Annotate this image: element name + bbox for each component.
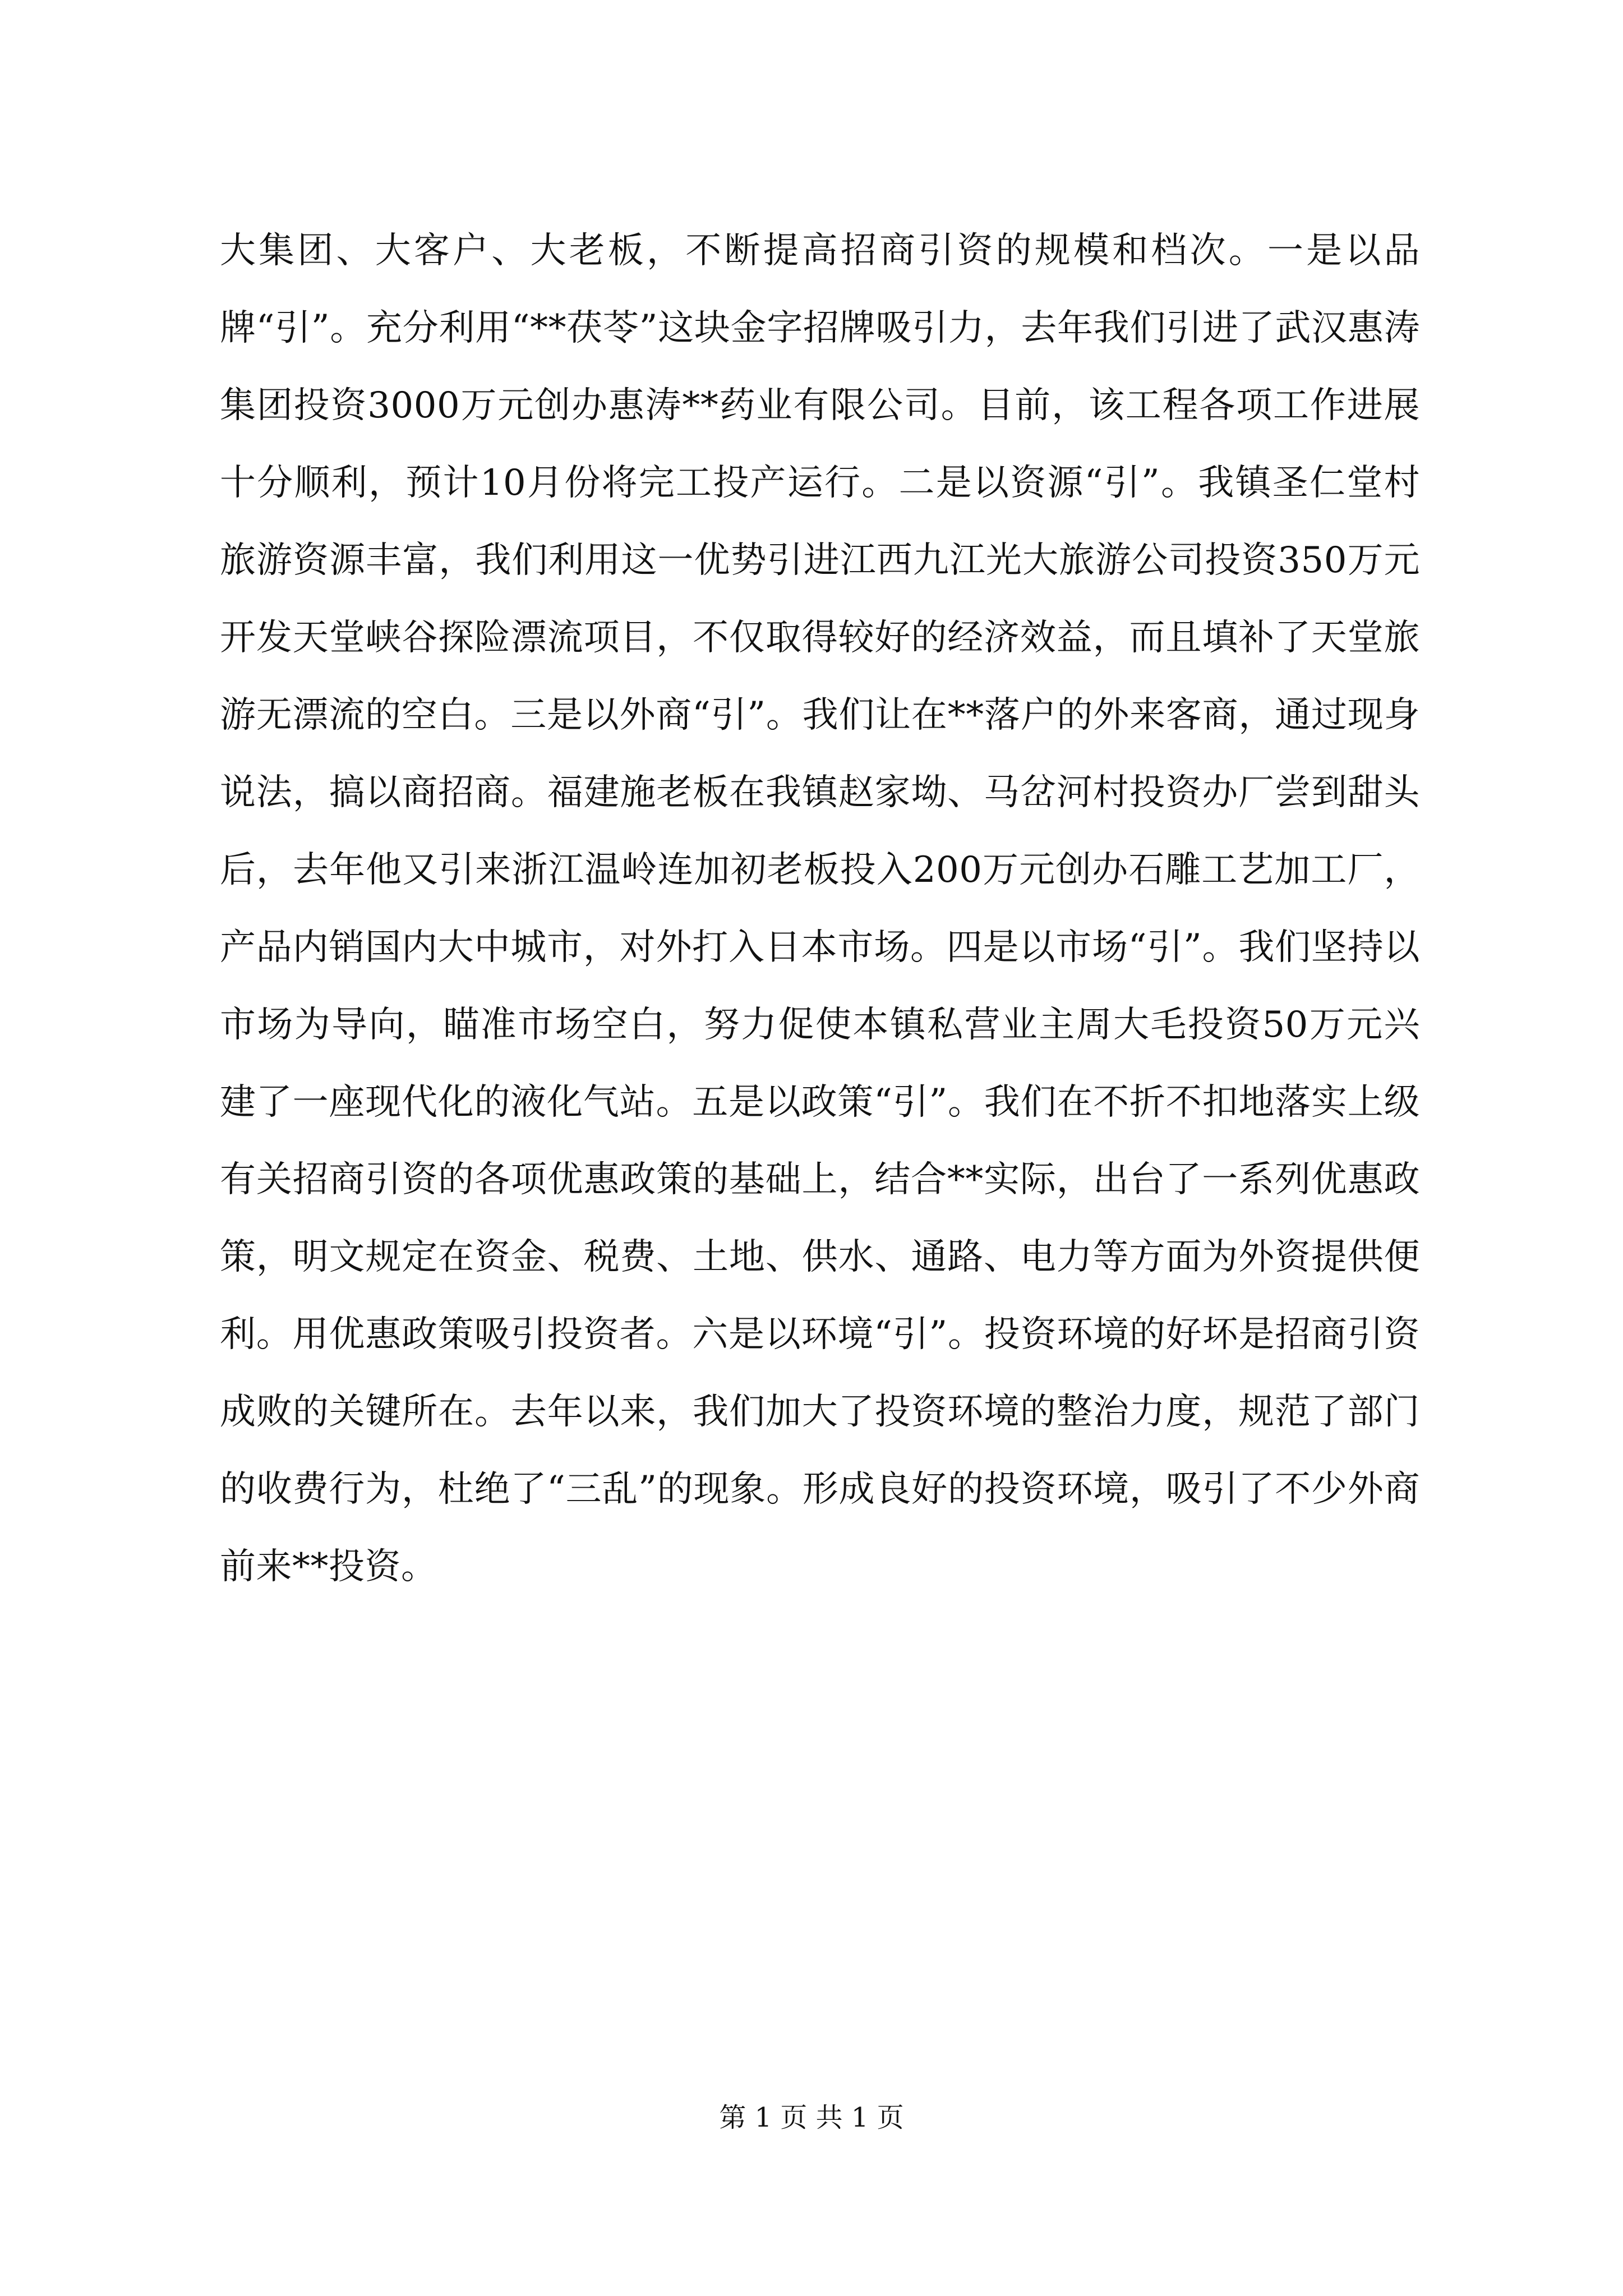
- body-paragraph: 大集团、大客户、大老板，不断提高招商引资的规模和档次。一是以品牌“引”。充分利用“**茯苓”这块金字招牌吸引力，去年我们引进了武汉惠涛集团投资3000万元创办惠涛**药业有限公司。目前，该工程各项工作进展十分顺利，预计10月份将完工投产运行。二是以资源“引”。我镇圣仁堂村旅游资源丰富，我们利用这一优势引进江西九江光大旅游公司投资350万元开发天堂峡谷探险漂流项目，不仅取得较好的经济效益，而且填补了天堂旅游无漂流的空白。三是以外商“引”。我们让在**落户的外来客商，通过现身说法，搞以商招商。福建施老板在我镇赵家坳、马岔河村投资办厂尝到甜头后，去年他又引来浙江温岭连加初老板投入200万元创办石雕工艺加工厂，产品内销国内大中城市，对外打入日本市场。四是以市场“引”。我们坚持以市场为导向，瞄准市场空白，努力促使本镇私营业主周大毛投资50万元兴建了一座现代化的液化气站。五是以政策“引”。我们在不折不扣地落实上级有关招商引资的各项优惠政策的基础上，结合**实际，出台了一系列优惠政策，明文规定在资金、税费、土地、供水、通路、电力等方面为外资提供便利。用优惠政策吸引投资者。六是以环境“引”。投资环境的好坏是招商引资成败的关键所在。去年以来，我们加大了投资环境的整治力度，规范了部门的收费行为，杜绝了“三乱”的现象。形成良好的投资环境，吸引了不少外商前来**投资。: [220, 230, 1420, 1588]
- page-footer: 第 1 页 共 1 页: [719, 2102, 904, 2133]
